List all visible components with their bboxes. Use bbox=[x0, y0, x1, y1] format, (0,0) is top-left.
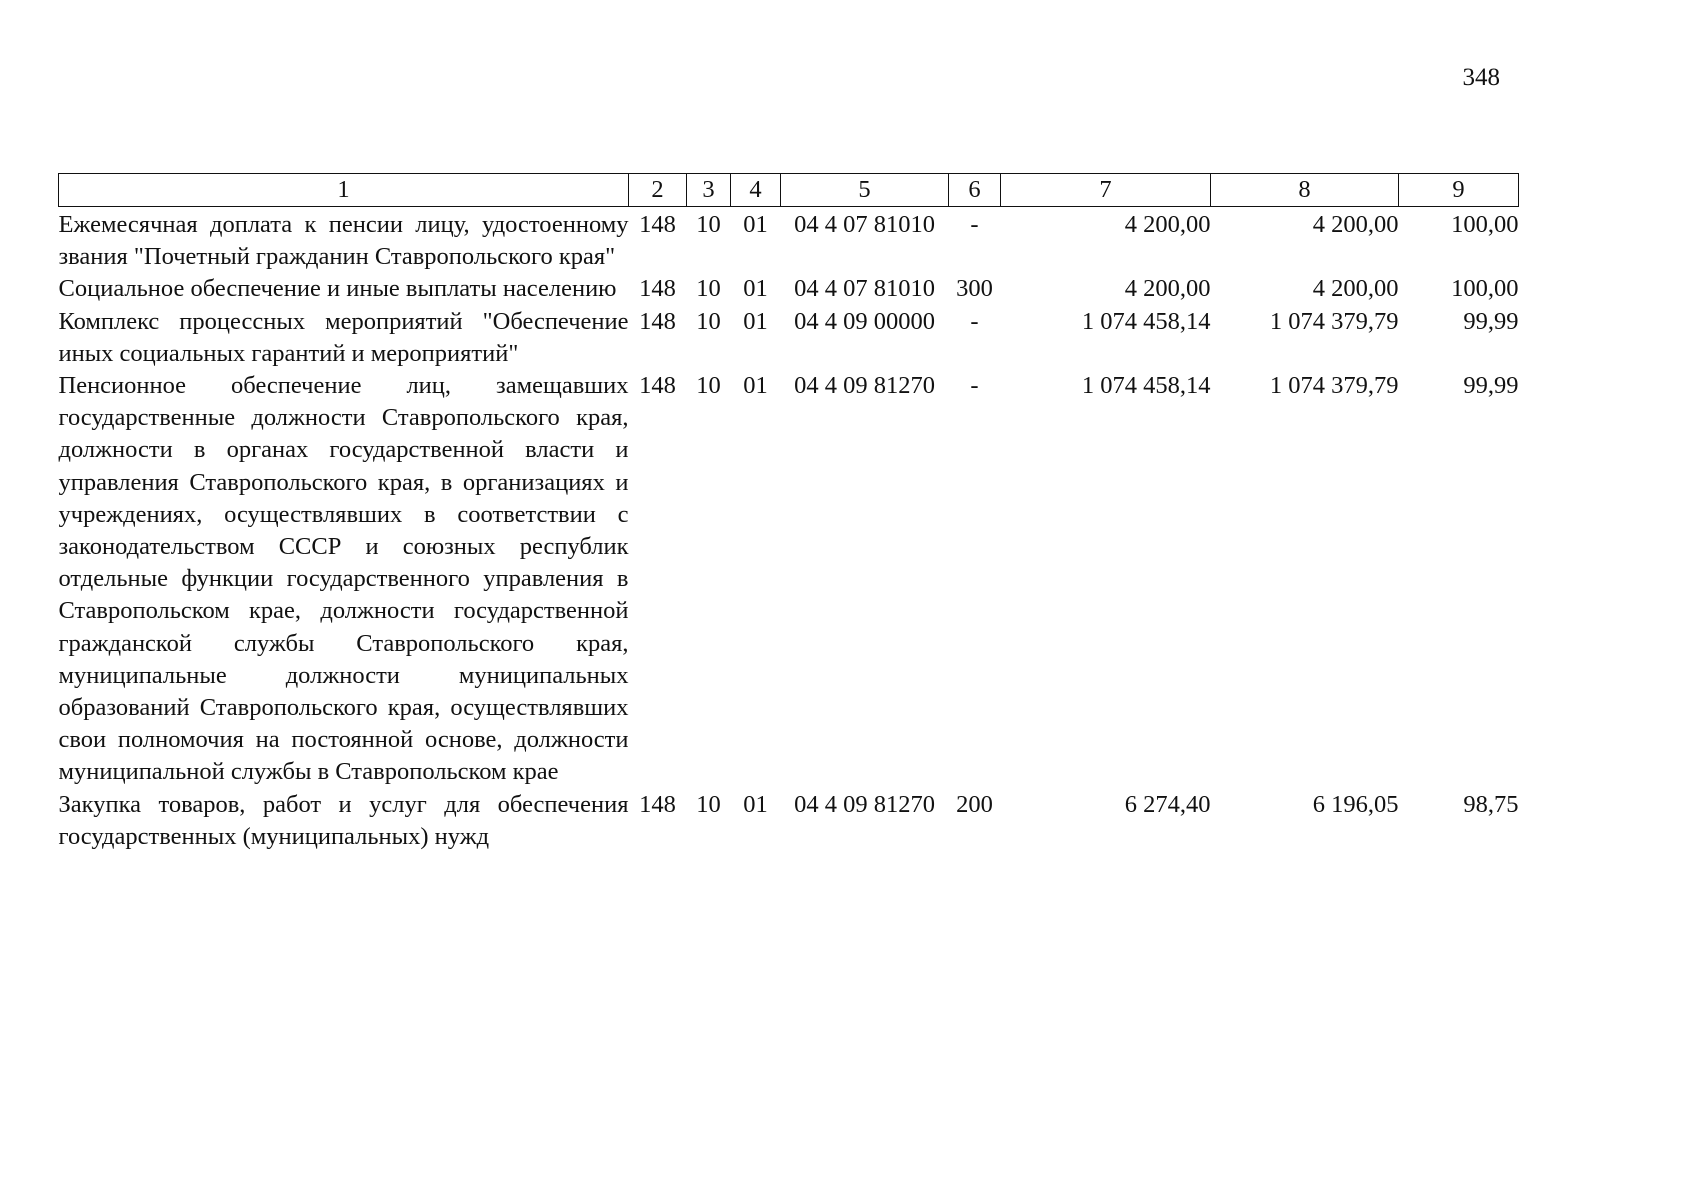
row-name: Социальное обеспечение и иные выплаты населению bbox=[58, 275, 617, 303]
cell-col-2: 148 bbox=[639, 211, 676, 238]
cell-col-7: 4 200,00 bbox=[1124, 211, 1211, 238]
cell-col-9: 99,99 bbox=[1463, 307, 1519, 335]
budget-table bbox=[58, 173, 1519, 853]
cell-col-4: 01 bbox=[743, 275, 768, 303]
cell-col-8: 1 074 379,79 bbox=[1269, 372, 1399, 400]
cell-col-9: 99,99 bbox=[1463, 372, 1519, 400]
cell-col-6: - bbox=[970, 372, 979, 400]
cell-col-4: 01 bbox=[743, 211, 768, 238]
cell-col-8: 4 200,00 bbox=[1312, 211, 1399, 238]
cell-col-4: 01 bbox=[743, 372, 768, 400]
cell-col-7: 1 074 458,14 bbox=[1081, 307, 1211, 335]
cell-col-2: 148 bbox=[639, 790, 676, 818]
cell-col-3: 10 bbox=[696, 372, 721, 400]
cell-col-3: 10 bbox=[696, 307, 721, 335]
column-header-5: 5 bbox=[781, 174, 949, 207]
cell-col-6: - bbox=[970, 307, 979, 335]
cell-col-5: 04 4 07 81010 bbox=[794, 211, 935, 238]
cell-col-4: 01 bbox=[743, 790, 768, 818]
cell-col-8: 6 196,05 bbox=[1312, 790, 1399, 818]
column-header-6: 6 bbox=[949, 174, 1001, 207]
column-header-2: 2 bbox=[629, 174, 687, 207]
cell-col-8: 1 074 379,79 bbox=[1269, 307, 1399, 335]
cell-col-6: 200 bbox=[956, 790, 993, 818]
cell-col-9: 98,75 bbox=[1463, 790, 1519, 818]
column-header-9: 9 bbox=[1399, 174, 1519, 207]
cell-col-3: 10 bbox=[696, 211, 721, 238]
cell-col-3: 10 bbox=[696, 275, 721, 303]
cell-col-5: 04 4 09 00000 bbox=[794, 307, 935, 335]
column-header-8: 8 bbox=[1211, 174, 1399, 207]
table-row bbox=[59, 306, 1519, 370]
cell-col-9: 100,00 bbox=[1451, 275, 1519, 303]
cell-col-5: 04 4 07 81010 bbox=[794, 275, 935, 303]
cell-col-8: 4 200,00 bbox=[1312, 275, 1399, 303]
cell-col-7: 4 200,00 bbox=[1124, 275, 1211, 303]
cell-col-5: 04 4 09 81270 bbox=[794, 790, 935, 818]
cell-col-2: 148 bbox=[639, 307, 676, 335]
cell-col-4: 01 bbox=[743, 307, 768, 335]
cell-col-2: 148 bbox=[639, 372, 676, 400]
column-header-7: 7 bbox=[1001, 174, 1211, 207]
row-name: Ежемесячная доплата к пенсии лицу, удостоенному звания "Почетный гражданин Ставропольского края" bbox=[58, 211, 629, 271]
cell-col-5: 04 4 09 81270 bbox=[794, 372, 935, 400]
table-row bbox=[59, 207, 1519, 274]
table-row bbox=[59, 273, 1519, 305]
cell-col-9: 100,00 bbox=[1451, 211, 1519, 238]
cell-col-6: - bbox=[970, 211, 979, 238]
column-header-4: 4 bbox=[731, 174, 781, 207]
row-name: Комплекс процессных мероприятий "Обеспечение иных социальных гарантий и мероприятий" bbox=[58, 307, 629, 367]
column-header-1: 1 bbox=[59, 174, 629, 207]
cell-col-2: 148 bbox=[639, 275, 676, 303]
table-row bbox=[59, 370, 1519, 789]
row-name: Закупка товаров, работ и услуг для обеспечения государственных (муниципальных) нужд bbox=[58, 790, 629, 850]
row-name: Пенсионное обеспечение лиц, замещавших государственные должности Ставропольского края, должности в органах государственной власти и управления Ставропольского края, в организациях и учреждениях, осуществлявших в соответствии с законодательством СССР и союзных республик отдельные функции государственного управления в Ставропольском крае, должности государственной гражданской службы Ставропольского края, муниципальные должности муниципальных образований Ставропольского края, осуществлявших свои полномочия на постоянной основе, должности муниципальной службы в Ставропольском крае bbox=[58, 372, 629, 786]
column-header-3: 3 bbox=[687, 174, 731, 207]
cell-col-7: 6 274,40 bbox=[1124, 790, 1211, 818]
header-row bbox=[59, 174, 1519, 207]
page-number: 348 bbox=[1462, 64, 1500, 91]
cell-col-7: 1 074 458,14 bbox=[1081, 372, 1211, 400]
cell-col-6: 300 bbox=[956, 275, 993, 303]
cell-col-3: 10 bbox=[696, 790, 721, 818]
table-row bbox=[59, 789, 1519, 853]
